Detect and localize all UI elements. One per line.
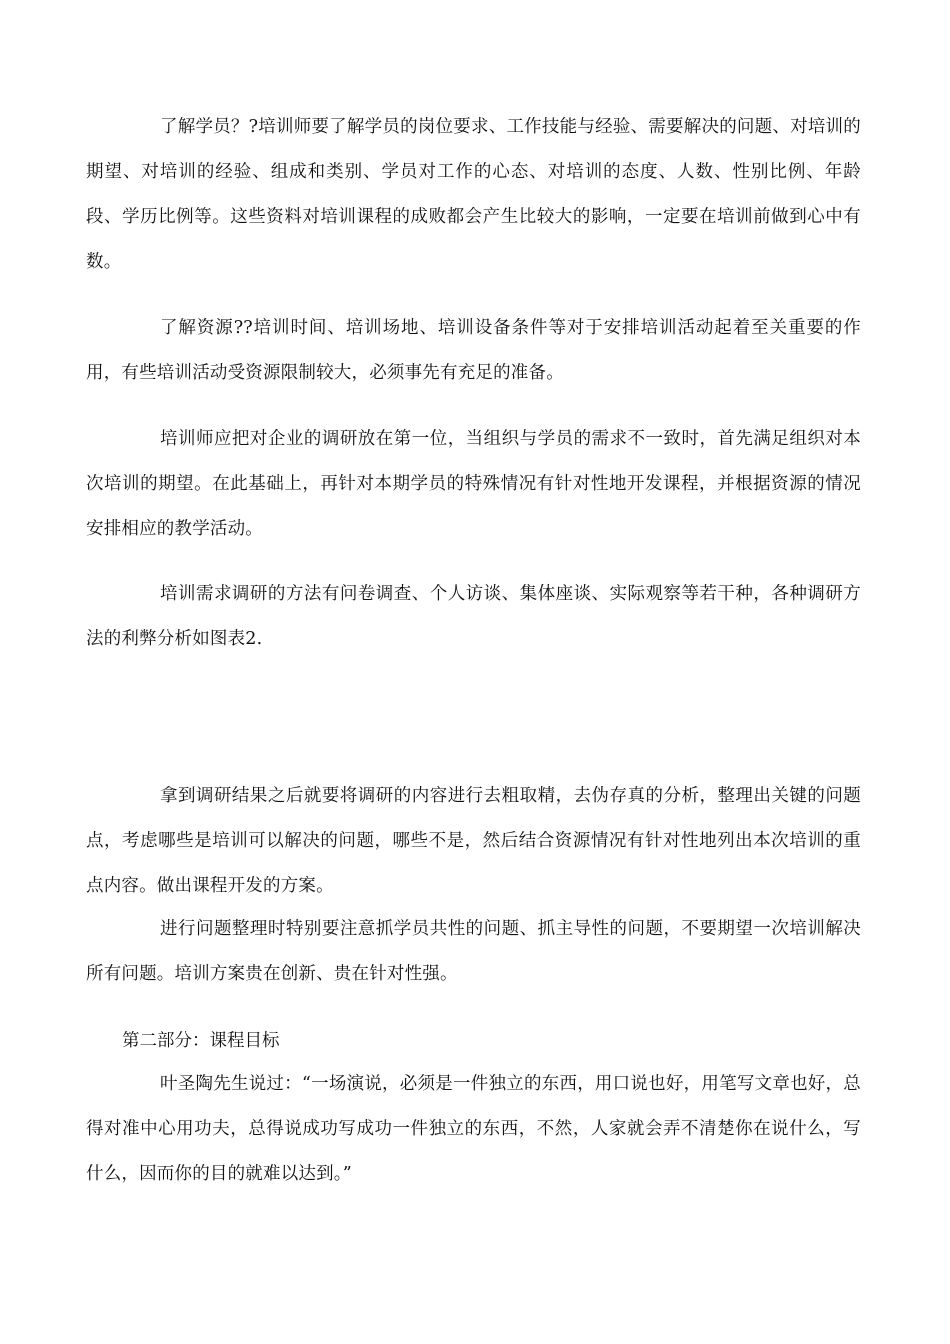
paragraph-analyze-results: 拿到调研结果之后就要将调研的内容进行去粗取精，去伪存真的分析，整理出关键的问题点，考虑哪些是培训可以解决的问题，哪些不是，然后结合资源情况有针对性地列出本次培训的重点内容。做出课程开发的方案。 <box>86 786 861 896</box>
paragraph-know-resources: 了解资源??培训时间、培训场地、培训设备条件等对于安排培训活动起着至关重要的作用，有些培训活动受资源限制较大，必须事先有充足的准备。 <box>86 318 861 383</box>
section-heading-course-goals: 第二部分：课程目标 <box>122 1031 280 1051</box>
paragraph-know-trainees: 了解学员？?培训师要了解学员的岗位要求、工作技能与经验、需要解决的问题、对培训的期望、对培训的经验、组成和类别、学员对工作的心态、对培训的态度、人数、性别比例、年龄段、学历比例等。这些资料对培训课程的成败都会产生比较大的影响，一定要在培训前做到心中有数。 <box>86 117 861 272</box>
paragraph-research-priority: 培训师应把对企业的调研放在第一位，当组织与学员的需求不一致时，首先满足组织对本次培训的期望。在此基础上，再针对本期学员的特殊情况有针对性地开发课程，并根据资源的情况安排相应的教学活动。 <box>86 429 861 539</box>
paragraph-research-methods: 培训需求调研的方法有问卷调查、个人访谈、集体座谈、实际观察等若干种，各种调研方法的利弊分析如图表2. <box>86 584 861 649</box>
paragraph-problem-sorting: 进行问题整理时特别要注意抓学员共性的问题、抓主导性的问题，不要期望一次培训解决所有问题。培训方案贵在创新、贵在针对性强。 <box>86 919 861 984</box>
paragraph-quote: 叶圣陶先生说过：“一场演说，必须是一件独立的东西，用口说也好，用笔写文章也好，总得对准中心用功夫，总得说成功写成功一件独立的东西，不然，人家就会弄不清楚你在说什么，写什么，因而你的目的就难以达到。” <box>86 1074 861 1184</box>
